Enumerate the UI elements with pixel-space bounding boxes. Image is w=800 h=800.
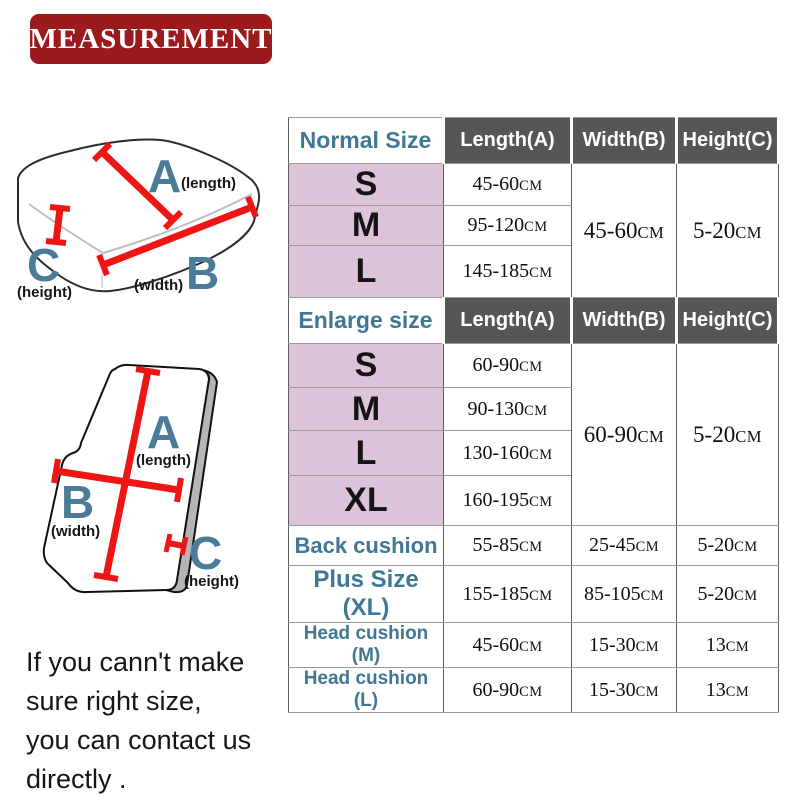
height-label: (height)	[184, 573, 239, 590]
note-line: sure right size,	[26, 686, 202, 716]
enlarge-xl-size-cell: XL	[289, 476, 444, 526]
normal-l-length-cell: 145-185CM	[444, 246, 572, 298]
plus-size-label: Plus Size (XL)	[289, 566, 444, 623]
back-cushion-width: 25-45CM	[572, 526, 677, 566]
normal-width-header: Width(B)	[572, 118, 677, 164]
enlarge-m-length-cell: 90-130CM	[444, 388, 572, 431]
back-cushion-row	[289, 526, 779, 566]
length-label: (length)	[136, 452, 191, 469]
normal-length-header: Length(A)	[444, 118, 572, 164]
normal-m-size-cell: M	[289, 206, 444, 246]
back-cushion-label: Back cushion	[289, 526, 444, 566]
enlarge-height-header: Height(C)	[677, 298, 779, 344]
enlarge-width-value: 60-90CM	[572, 344, 677, 526]
height-label: (height)	[17, 284, 72, 301]
enlarge-l-size-cell: L	[289, 431, 444, 476]
normal-height-header: Height(C)	[677, 118, 779, 164]
head-cushion-l-length: 60-90CM	[444, 668, 572, 713]
letter-b: B	[186, 247, 220, 299]
enlarge-length-header: Length(A)	[444, 298, 572, 344]
enlarge-m-size-cell: M	[289, 388, 444, 431]
head-cushion-l-width: 15-30CM	[572, 668, 677, 713]
normal-header-row	[289, 118, 779, 164]
head-cushion-m-row	[289, 623, 779, 668]
enlarge-row-s	[289, 344, 779, 388]
letter-c: C	[27, 239, 61, 291]
letter-a: A	[147, 406, 181, 458]
note-line: If you cann't make	[26, 647, 245, 677]
width-label: (width)	[134, 277, 184, 294]
normal-m-length-cell: 95-120CM	[444, 206, 572, 246]
back-cushion-height: 5-20CM	[677, 526, 779, 566]
length-label: (length)	[181, 175, 236, 192]
plus-size-row	[289, 566, 779, 623]
normal-l-size-cell: L	[289, 246, 444, 298]
letter-a: A	[148, 150, 182, 202]
size-table	[288, 117, 780, 713]
back-cushion-diagram	[30, 340, 280, 610]
normal-width-value: 45-60CM	[572, 164, 677, 298]
normal-height-value: 5-20CM	[677, 164, 779, 298]
normal-s-length-cell: 45-60CM	[444, 164, 572, 206]
enlarge-section-title: Enlarge size	[289, 298, 444, 344]
enlarge-header-row	[289, 298, 779, 344]
enlarge-l-length-cell: 130-160CM	[444, 431, 572, 476]
enlarge-height-value: 5-20CM	[677, 344, 779, 526]
head-cushion-m-label: Head cushion (M)	[289, 623, 444, 668]
seat-cushion-diagram	[2, 112, 287, 317]
letter-c: C	[189, 527, 223, 579]
letter-b: B	[61, 476, 95, 528]
head-cushion-l-label: Head cushion (L)	[289, 668, 444, 713]
note-line: directly .	[26, 764, 127, 794]
normal-row-s	[289, 164, 779, 206]
plus-size-length: 155-185CM	[444, 566, 572, 623]
head-cushion-l-height: 13CM	[677, 668, 779, 713]
normal-s-size-cell: S	[289, 164, 444, 206]
width-label: (width)	[51, 523, 101, 540]
contact-note	[26, 643, 306, 799]
note-line: you can contact us	[26, 725, 252, 755]
head-cushion-m-width: 15-30CM	[572, 623, 677, 668]
enlarge-xl-length-cell: 160-195CM	[444, 476, 572, 526]
head-cushion-l-row	[289, 668, 779, 713]
head-cushion-m-height: 13CM	[677, 623, 779, 668]
title-badge	[30, 14, 272, 64]
normal-section-title: Normal Size	[289, 118, 444, 164]
back-cushion-length: 55-85CM	[444, 526, 572, 566]
page-title: MEASUREMENT	[29, 22, 273, 55]
enlarge-width-header: Width(B)	[572, 298, 677, 344]
enlarge-s-size-cell: S	[289, 344, 444, 388]
head-cushion-m-length: 45-60CM	[444, 623, 572, 668]
enlarge-s-length-cell: 60-90CM	[444, 344, 572, 388]
plus-size-width: 85-105CM	[572, 566, 677, 623]
plus-size-height: 5-20CM	[677, 566, 779, 623]
